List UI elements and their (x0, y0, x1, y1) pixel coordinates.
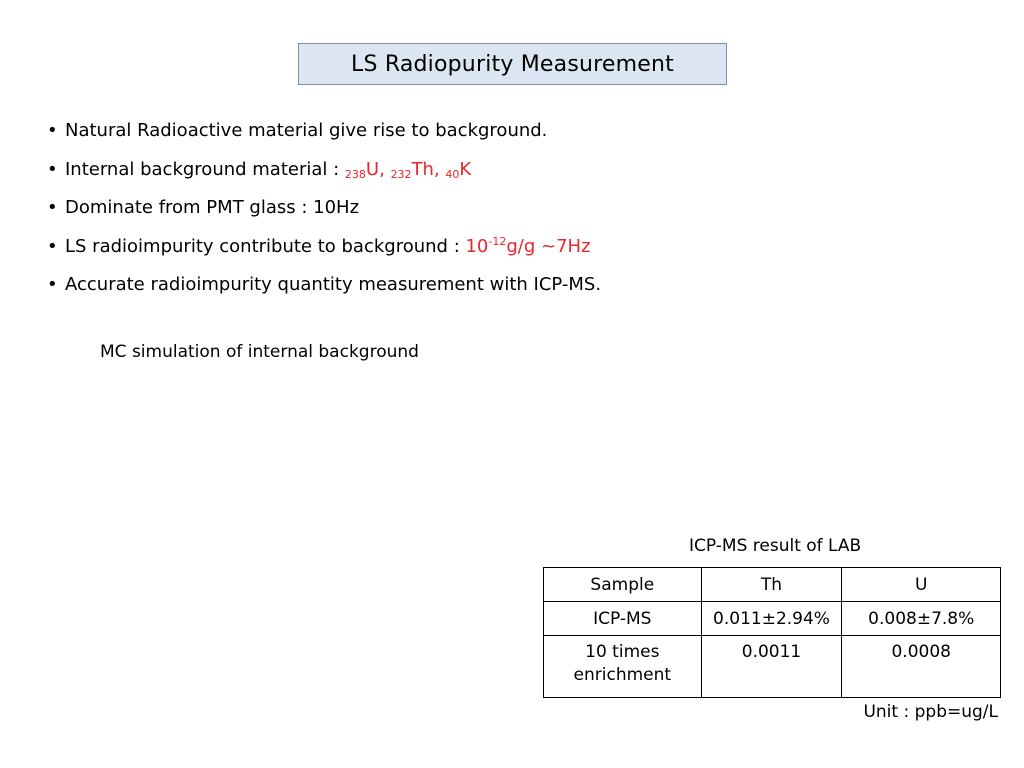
bullet-dot: • (47, 120, 58, 141)
bullet-dot: • (47, 274, 58, 295)
bullet-item (47, 234, 601, 273)
bullet-dot: • (47, 158, 58, 180)
bullet-text: Accurate radioimpurity quantity measurement with ICP-MS. (65, 274, 602, 295)
table-row (544, 636, 1001, 698)
isotope-list (345, 159, 471, 180)
table-row (544, 602, 1001, 636)
icp-ms-results-table (543, 567, 1001, 698)
concentration-exponent: -12 (488, 234, 507, 248)
slide-title: LS Radiopurity Measurement (298, 43, 727, 85)
concentration-base: 10 (465, 235, 489, 257)
bullet-item (47, 195, 601, 234)
bullet-text: LS radioimpurity contribute to background : (65, 235, 466, 257)
header-cell-sample: Sample (544, 568, 702, 602)
table-cell: 0.0008 (842, 636, 1001, 698)
bullet-text: Internal background material : (65, 158, 345, 180)
bullet-list (47, 118, 601, 311)
table-cell (544, 636, 702, 698)
header-cell-u: U (842, 568, 1001, 602)
unit-note: Unit : ppb=ug/L (863, 702, 998, 722)
table-header-row (544, 568, 1001, 602)
isotope-symbol: K (459, 158, 472, 180)
bullet-item (47, 272, 601, 311)
table-cell: 0.0011 (701, 636, 842, 698)
header-cell-th: Th (701, 568, 842, 602)
bullet-text: Dominate from PMT glass : 10Hz (65, 197, 360, 218)
table-cell: ICP-MS (544, 602, 702, 636)
table-caption: ICP-MS result of LAB (689, 536, 862, 556)
enrichment-label: 10 times enrichment (573, 642, 672, 685)
table-cell: 0.008±7.8% (842, 602, 1001, 636)
concentration-rest: g/g ~7Hz (506, 235, 591, 257)
mc-simulation-label: MC simulation of internal background (100, 342, 419, 362)
bullet-dot: • (47, 235, 58, 257)
isotope-mass: 40 (445, 167, 460, 181)
bullet-text: Natural Radioactive material give rise to background. (65, 120, 548, 141)
bullet-dot: • (47, 197, 58, 218)
isotope-symbol: Th, (411, 158, 440, 180)
isotope-symbol: U, (365, 158, 385, 180)
table-cell: 0.011±2.94% (701, 602, 842, 636)
bullet-item (47, 118, 601, 157)
concentration-value (465, 236, 590, 257)
isotope-mass: 232 (390, 167, 412, 181)
isotope-mass: 238 (344, 167, 366, 181)
bullet-item (47, 157, 601, 196)
